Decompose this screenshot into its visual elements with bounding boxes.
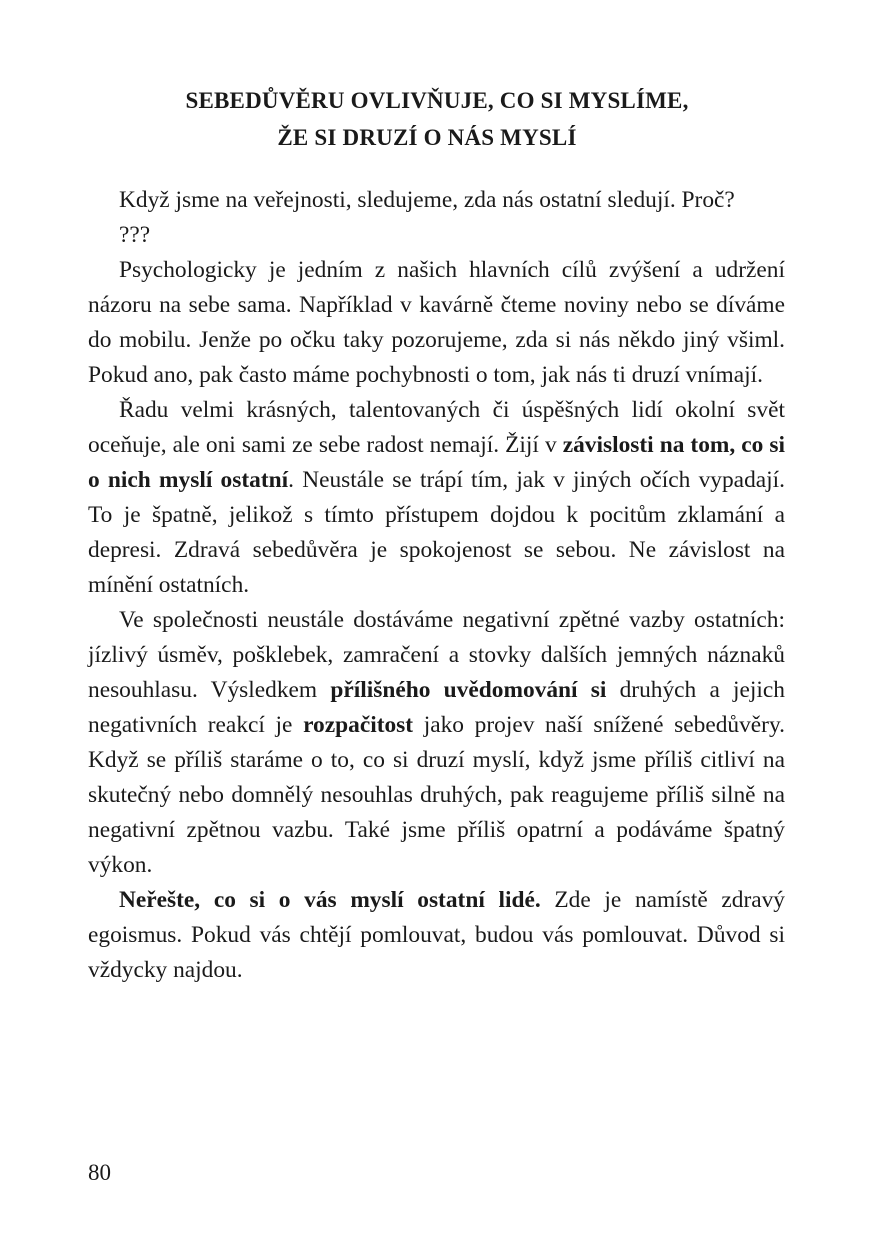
- paragraph-5-text-e: jako projev naší snížené sebedůvěry. Když se příliš staráme o to, co si druzí myslí, když jsme příliš citliví na skutečný nebo domnělý nesouhlas druhých, pak reagujeme příliš silně na negativní zpětnou vazbu. Také jsme příliš opatrní a podáváme špatný výkon.: [88, 712, 785, 878]
- paragraph-4-text-c: . Neustále se trápí tím, jak v jiných očích vypadají. To je špatně, jelikož s tímto přístupem dojdou k pocitům zklamání a depresi. Zdravá sebedůvěra je spokojenost se sebou. Ne závislost na mínění ostatních.: [88, 467, 785, 598]
- chapter-heading: [0, 82, 874, 156]
- heading-line-1: SEBEDŮVĚRU OVLIVŇUJE, CO SI MYSLÍME,: [185, 88, 689, 113]
- paragraph-4: [88, 393, 785, 603]
- paragraph-4-text-a: Řadu velmi krásných, talentovaných či úspěšných lidí okolní svět oceňuje, ale oni sami ze sebe radost nemají. Žijí v: [88, 397, 785, 458]
- paragraph-4-emphasis: závislosti na tom, co si o nich myslí ostatní: [88, 432, 785, 493]
- paragraph-5: [88, 603, 785, 883]
- paragraph-6: [88, 883, 785, 988]
- paragraph-6-text-b: Zde je namístě zdravý egoismus. Pokud vás chtějí pomlouvat, budou vás pomlouvat. Důvod si vždycky najdou.: [88, 887, 786, 983]
- paragraph-1: Když jsme na veřejnosti, sledujeme, zda nás ostatní sledují. Proč?: [119, 187, 735, 213]
- paragraph-5-text-c: druhých a jejich negativních reakcí je: [88, 677, 786, 738]
- paragraph-5-emphasis-2: rozpačitost: [303, 712, 414, 738]
- heading-line-2: ŽE SI DRUZÍ O NÁS MYSLÍ: [277, 125, 577, 150]
- paragraph-5-text-a: Ve společnosti neustále dostáváme negativní zpětné vazby ostatních: jízlivý úsměv, pošklebek, zamračení a stovky dalších jemných náznaků nesouhlasu. Výsledkem: [88, 607, 785, 703]
- body-text: [88, 183, 785, 988]
- paragraph-3: Psychologicky je jedním z našich hlavních cílů zvýšení a udržení názoru na sebe sama. Například v kavárně čteme noviny nebo se díváme do mobilu. Jenže po očku taky pozorujeme, zda si nás někdo jiný všiml. Pokud ano, pak často máme pochybnosti o tom, jak nás ti druzí vnímají.: [88, 257, 785, 388]
- paragraph-5-emphasis-1: přílišného uvědomování si: [330, 677, 607, 703]
- paragraph-2: ???: [119, 222, 151, 248]
- paragraph-6-emphasis: Neřešte, co si o vás myslí ostatní lidé.: [119, 887, 541, 913]
- page-number: 80: [88, 1160, 111, 1185]
